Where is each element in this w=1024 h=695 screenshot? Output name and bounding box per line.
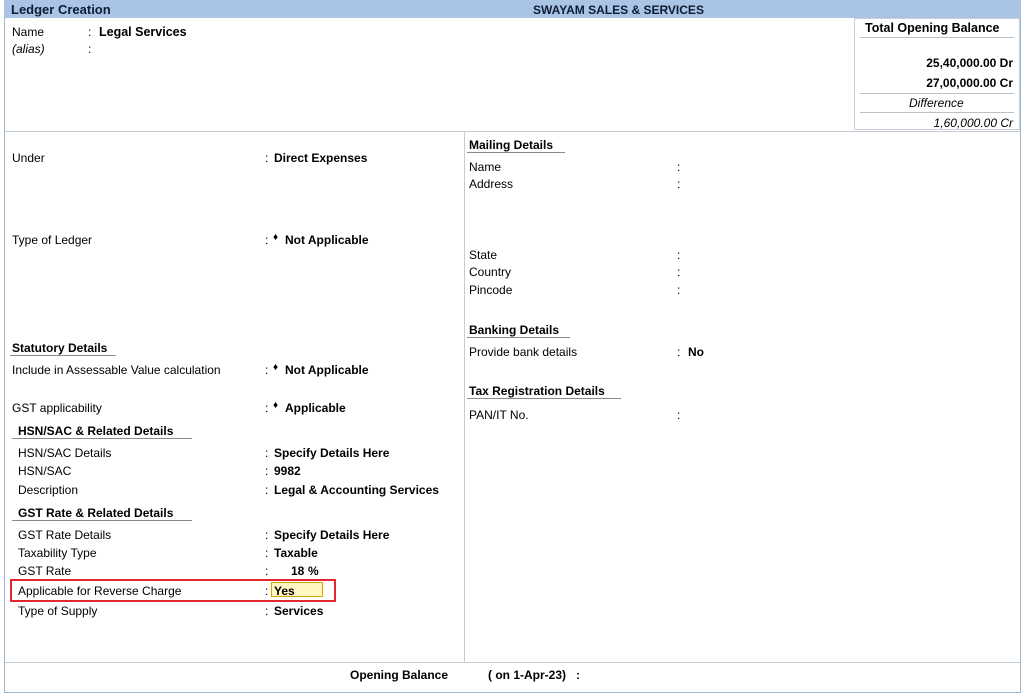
title-bar — [4, 0, 1021, 18]
gst-rate-details-field[interactable]: Specify Details Here — [274, 528, 390, 542]
gst-applicability-label: GST applicability — [12, 401, 102, 415]
gst-rate-details-label: GST Rate Details — [18, 528, 112, 542]
hsn-sac-label: HSN/SAC — [18, 464, 72, 478]
header-divider — [5, 131, 1020, 132]
difference-label: Difference — [909, 96, 964, 110]
pincode-colon: : — [677, 283, 681, 297]
mailing-underline — [467, 152, 565, 153]
gst-applicability-field[interactable]: Applicable — [285, 401, 346, 415]
hsn-sac-colon: : — [265, 464, 269, 478]
tax-registration-heading: Tax Registration Details — [469, 384, 605, 398]
mailing-name-label: Name — [469, 160, 502, 174]
bank-details-field[interactable]: No — [688, 345, 704, 359]
under-label: Under — [12, 151, 45, 165]
name-input[interactable]: Legal Services — [99, 25, 187, 39]
type-of-supply-field[interactable]: Services — [274, 604, 324, 618]
diamond-icon: ♦ — [273, 400, 279, 411]
reverse-charge-colon: : — [265, 584, 269, 598]
gst-rate-label: GST Rate — [18, 564, 72, 578]
mailing-name-colon: : — [677, 160, 681, 174]
description-colon: : — [265, 483, 269, 497]
type-of-supply-label: Type of Supply — [18, 604, 98, 618]
state-colon: : — [677, 248, 681, 262]
reverse-charge-value: Yes — [274, 584, 295, 598]
hsn-sac-field[interactable]: 9982 — [274, 464, 301, 478]
balance-title: Total Opening Balance — [865, 21, 1000, 35]
gst-applicability-colon: : — [265, 401, 269, 415]
state-label: State — [469, 248, 498, 262]
hsn-underline — [12, 438, 192, 439]
assessable-colon: : — [265, 363, 269, 377]
gst-rate-field[interactable]: 18 — [291, 564, 305, 578]
footer-divider — [5, 662, 1020, 663]
under-colon: : — [265, 151, 269, 165]
tax-registration-underline — [467, 398, 621, 399]
gst-rate-percent: % — [308, 564, 319, 578]
balance-divider — [860, 93, 1014, 94]
taxability-colon: : — [265, 546, 269, 560]
gst-rate-heading: GST Rate & Related Details — [18, 506, 174, 520]
type-of-ledger-colon: : — [265, 233, 269, 247]
name-colon: : — [88, 25, 92, 39]
opening-balance-label: Opening Balance — [350, 668, 449, 682]
difference-divider — [860, 112, 1014, 113]
address-colon: : — [677, 177, 681, 191]
banking-underline — [467, 337, 570, 338]
statutory-underline — [10, 355, 116, 356]
gst-rate-underline — [12, 520, 192, 521]
assessable-label: Include in Assessable Value calculation — [12, 363, 221, 377]
alias-input[interactable] — [99, 42, 299, 56]
mailing-heading: Mailing Details — [469, 138, 554, 152]
address-label: Address — [469, 177, 514, 191]
bank-details-colon: : — [677, 345, 681, 359]
window-title: Ledger Creation — [11, 2, 111, 17]
opening-balance-date: ( on 1-Apr-23) — [488, 668, 566, 682]
alias-label: (alias) — [12, 42, 45, 56]
pincode-label: Pincode — [469, 283, 513, 297]
hsn-details-colon: : — [265, 446, 269, 460]
gst-rate-colon: : — [265, 564, 269, 578]
taxability-field[interactable]: Taxable — [274, 546, 318, 560]
type-of-ledger-label: Type of Ledger — [12, 233, 93, 247]
type-of-ledger-field[interactable]: Not Applicable — [285, 233, 369, 247]
description-field[interactable]: Legal & Accounting Services — [274, 483, 439, 497]
reverse-charge-label: Applicable for Reverse Charge — [18, 584, 182, 598]
pan-label: PAN/IT No. — [469, 408, 529, 422]
country-colon: : — [677, 265, 681, 279]
diamond-icon: ♦ — [273, 362, 279, 373]
assessable-field[interactable]: Not Applicable — [285, 363, 369, 377]
column-divider — [464, 131, 465, 662]
statutory-heading: Statutory Details — [12, 341, 108, 355]
name-label: Name — [12, 25, 45, 39]
hsn-heading: HSN/SAC & Related Details — [18, 424, 174, 438]
opening-balance-colon: : — [576, 668, 580, 682]
hsn-details-field[interactable]: Specify Details Here — [274, 446, 390, 460]
company-name: SWAYAM SALES & SERVICES — [533, 3, 704, 17]
pan-colon: : — [677, 408, 681, 422]
bank-details-label: Provide bank details — [469, 345, 578, 359]
alias-colon: : — [88, 42, 92, 56]
under-field[interactable]: Direct Expenses — [274, 151, 368, 165]
country-label: Country — [469, 265, 512, 279]
taxability-label: Taxability Type — [18, 546, 97, 560]
balance-debit: 25,40,000.00 Dr — [926, 56, 1013, 70]
type-of-supply-colon: : — [265, 604, 269, 618]
hsn-details-label: HSN/SAC Details — [18, 446, 112, 460]
balance-title-underline — [860, 37, 1014, 38]
diamond-icon: ♦ — [273, 232, 279, 243]
description-label: Description — [18, 483, 79, 497]
banking-heading: Banking Details — [469, 323, 560, 337]
gst-rate-details-colon: : — [265, 528, 269, 542]
opening-balance-input[interactable] — [590, 666, 730, 682]
balance-credit: 27,00,000.00 Cr — [926, 76, 1013, 90]
difference-value: 1,60,000.00 Cr — [933, 116, 1013, 130]
